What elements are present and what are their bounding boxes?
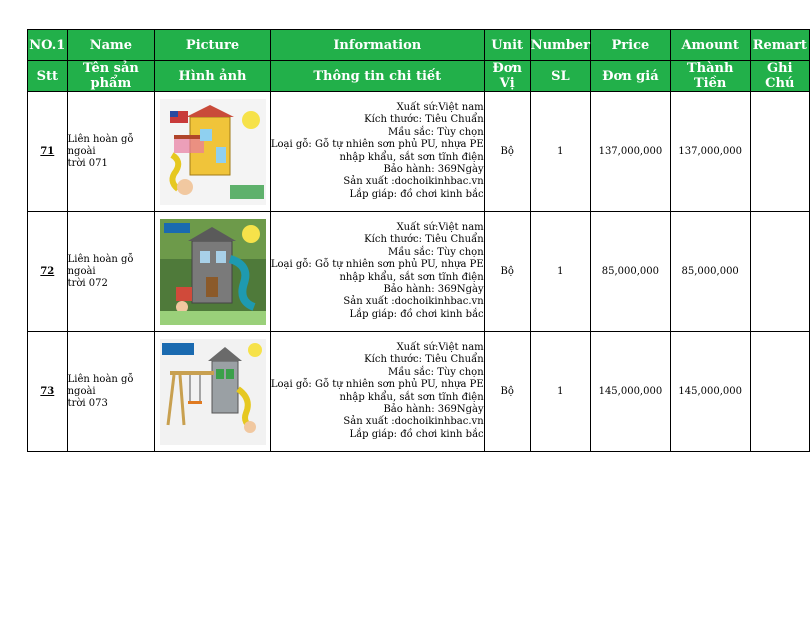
picture-cell [155, 92, 271, 212]
product-name: Liên hoàn gỗ ngoài [67, 253, 134, 277]
header-no: NO.1 [28, 30, 68, 61]
info-warranty: Bảo hành: 369Ngày [383, 163, 484, 175]
product-photo [160, 219, 266, 325]
info-warranty: Bảo hành: 369Ngày [383, 403, 484, 415]
info-size: Kích thước: Tiêu Chuẩn [364, 114, 484, 126]
info-material-2: nhập khẩu, sắt sơn tĩnh điện [339, 391, 484, 403]
row-number-link[interactable]: 73 [28, 332, 68, 452]
product-name-cell [67, 212, 155, 332]
remark-cell [750, 212, 809, 332]
product-name-line2: trời 071 [67, 157, 108, 169]
info-warranty: Bảo hành: 369Ngày [383, 283, 484, 295]
header-total: Thành Tiền [670, 61, 750, 92]
info-producer: Sản xuất :dochoikinhbac.vn [343, 296, 484, 308]
unit-cell: Bộ [484, 212, 530, 332]
header-quantity: SL [530, 61, 590, 92]
info-material: Loại gỗ: Gỗ tự nhiên sơn phủ PU, nhựa PE [270, 139, 484, 151]
table-row [28, 92, 810, 212]
info-color: Mầu sắc: Tùy chọn [387, 366, 484, 378]
amount-cell: 145,000,000 [670, 332, 750, 452]
header-unit-vi: Đơn Vị [484, 61, 530, 92]
header-row-vietnamese [28, 61, 810, 92]
unit-price-cell: 137,000,000 [591, 92, 671, 212]
header-unit: Unit [484, 30, 530, 61]
info-installer: Lắp giáp: đồ chơi kinh bắc [349, 308, 484, 320]
unit-cell: Bộ [484, 332, 530, 452]
product-name-cell [67, 92, 155, 212]
info-origin: Xuất sứ:Việt nam [396, 221, 484, 233]
product-name-cell [67, 332, 155, 452]
quantity-cell: 1 [530, 212, 590, 332]
unit-price-cell: 145,000,000 [591, 332, 671, 452]
info-material: Loại gỗ: Gỗ tự nhiên sơn phủ PU, nhựa PE [270, 259, 484, 271]
remark-cell [750, 332, 809, 452]
information-cell [270, 92, 484, 212]
product-name-line2: trời 073 [67, 397, 108, 409]
info-origin: Xuất sứ:Việt nam [396, 101, 484, 113]
info-material: Loại gỗ: Gỗ tự nhiên sơn phủ PU, nhựa PE [270, 379, 484, 391]
row-number-link[interactable]: 71 [28, 92, 68, 212]
info-material-2: nhập khẩu, sắt sơn tĩnh điện [339, 151, 484, 163]
info-color: Mầu sắc: Tùy chọn [387, 126, 484, 138]
info-origin: Xuất sứ:Việt nam [396, 341, 484, 353]
header-unit-price: Đơn giá [591, 61, 671, 92]
table-row [28, 332, 810, 452]
info-size: Kích thước: Tiêu Chuẩn [364, 234, 484, 246]
info-size: Kích thước: Tiêu Chuẩn [364, 354, 484, 366]
product-photo [160, 99, 266, 205]
information-cell [270, 212, 484, 332]
info-installer: Lắp giáp: đồ chơi kinh bắc [349, 188, 484, 200]
header-amount: Amount [670, 30, 750, 61]
product-name: Liên hoàn gỗ ngoài [67, 373, 134, 397]
header-information: Information [270, 30, 484, 61]
info-material-2: nhập khẩu, sắt sơn tĩnh điện [339, 271, 484, 283]
header-name: Name [67, 30, 155, 61]
amount-cell: 85,000,000 [670, 212, 750, 332]
table-row [28, 212, 810, 332]
info-installer: Lắp giáp: đồ chơi kinh bắc [349, 428, 484, 440]
amount-cell: 137,000,000 [670, 92, 750, 212]
header-details: Thông tin chi tiết [270, 61, 484, 92]
picture-cell [155, 332, 271, 452]
header-stt: Stt [28, 61, 68, 92]
product-name-line2: trời 072 [67, 277, 108, 289]
quantity-cell: 1 [530, 92, 590, 212]
header-price: Price [591, 30, 671, 61]
header-picture: Picture [155, 30, 271, 61]
row-number-link[interactable]: 72 [28, 212, 68, 332]
header-number: Number [530, 30, 590, 61]
product-name: Liên hoàn gỗ ngoài [67, 133, 134, 157]
info-color: Mầu sắc: Tùy chọn [387, 246, 484, 258]
header-remark: Remart [750, 30, 809, 61]
header-note: Ghi Chú [750, 61, 809, 92]
remark-cell [750, 92, 809, 212]
info-producer: Sản xuất :dochoikinhbac.vn [343, 176, 484, 188]
information-cell [270, 332, 484, 452]
price-table [27, 29, 810, 452]
header-row-english [28, 30, 810, 61]
product-photo [160, 339, 266, 445]
picture-cell [155, 212, 271, 332]
header-product-name: Tên sản phẩm [67, 61, 155, 92]
info-producer: Sản xuất :dochoikinhbac.vn [343, 416, 484, 428]
quantity-cell: 1 [530, 332, 590, 452]
unit-cell: Bộ [484, 92, 530, 212]
header-image: Hình ảnh [155, 61, 271, 92]
unit-price-cell: 85,000,000 [591, 212, 671, 332]
